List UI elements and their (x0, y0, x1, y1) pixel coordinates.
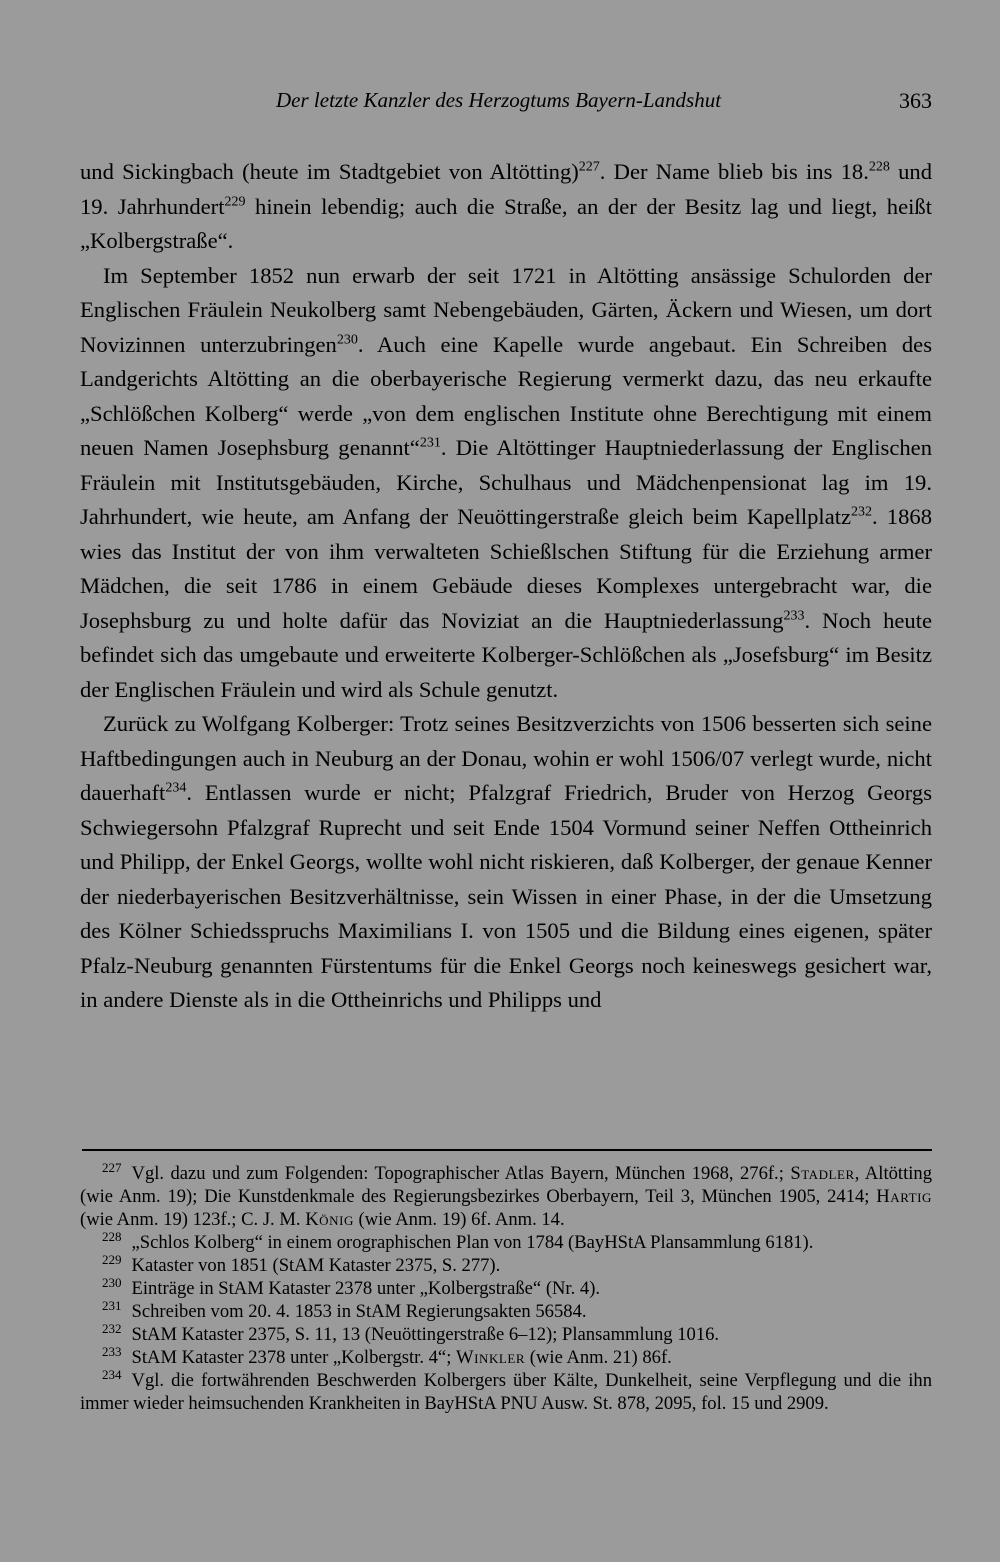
footnote-number: 233 (102, 1343, 122, 1359)
paragraph-1 (80, 155, 932, 259)
page-header (80, 84, 932, 118)
footnote-text: Vgl. die fortwährenden Beschwerden Kolbergers über Kälte, Dunkelheit, seine Verpflegung und die ihn immer wieder heimsuchenden Krankheiten in BayHStA PNU Ausw. St. 878, 2095, fol. 15 und 2909. (80, 1370, 932, 1414)
paragraph-3 (80, 707, 932, 1018)
footnote-number: 229 (102, 1251, 122, 1267)
footnote-text: Kataster von 1851 (StAM Kataster 2375, S. 277). (131, 1255, 501, 1276)
footnote-number: 234 (102, 1366, 122, 1382)
footnote-ref-229: 229 (224, 194, 246, 210)
footnote-228 (80, 1228, 932, 1254)
footnote-separator (82, 1149, 932, 1151)
footnote-text: StAM Kataster 2378 unter „Kolbergstr. 4“; (131, 1347, 457, 1368)
text-run: Zurück zu Wolfgang Kolberger: Trotz seines Besitzverzichts von 1506 besserten sich seine Haftbedingungen auch in Neuburg an der Donau, wohin er wohl 1506/07 verlegt wurde, nicht dauerhaft (80, 711, 932, 805)
author-name: König (305, 1209, 354, 1230)
text-run: und 19. Jahrhundert (80, 159, 932, 219)
footnote-ref-234: 234 (165, 780, 187, 796)
footnote-227 (80, 1159, 932, 1231)
main-text (80, 155, 932, 1018)
text-run: . 1868 wies das Institut der von ihm verwalteten Schießlschen Stiftung für die Erziehung armer Mädchen, die seit 1786 in einem Gebäude dieses Komplexes untergebracht war, die Josephsburg zu und holte dafür das Noviziat an die Hauptniederlassung (80, 504, 932, 633)
running-title: Der letzte Kanzler des Herzogtums Bayern-Landshut (276, 88, 722, 112)
text-run: . Entlassen wurde er nicht; Pfalzgraf Friedrich, Bruder von Herzog Georgs Schwiegersohn Pfalzgraf Ruprecht und seit Ende 1504 Vormund seiner Neffen Ottheinrich und Philipp, der Enkel Georgs, wollte wohl nicht riskieren, daß Kolberger, der genaue Kenner der niederbayerischen Besitzverhältnisse, sein Wissen in einer Phase, in der die Umsetzung des Kölner Schiedsspruchs Maximilians I. von 1505 und die Bildung eines eigenen, später Pfalz-Neuburg genannten Fürstentums für die Enkel Georgs noch keineswegs gesichert war, in andere Dienste als in die Ottheinrichs und Philipps und (80, 780, 932, 1012)
footnote-229 (80, 1251, 932, 1277)
footnote-text: (wie Anm. 21) 86f. (525, 1347, 672, 1368)
text-run: . Noch heute befindet sich das umgebaute und erweiterte Kolberger-Schlößchen als „Josefsburg“ im Besitz der Englischen Fräulein und wird als Schule genutzt. (80, 607, 932, 702)
footnote-number: 227 (102, 1159, 122, 1175)
footnote-text: „Schlos Kolberg“ in einem orographischen Plan von 1784 (BayHStA Plansammlung 6181). (131, 1232, 814, 1253)
author-name: Stadler (790, 1163, 855, 1184)
footnote-ref-230: 230 (336, 332, 358, 348)
footnote-232 (80, 1320, 932, 1346)
footnote-ref-231: 231 (419, 435, 441, 451)
paragraph-2 (80, 259, 932, 708)
footnote-text: , Altötting (wie Anm. 19); Die Kunstdenkmale des Regierungsbezirkes Oberbayern, Teil 3, München 1905, 2414; (80, 1163, 932, 1207)
footnote-text: (wie Anm. 19) 123f.; C. J. M. (80, 1209, 306, 1230)
footnote-number: 228 (102, 1228, 122, 1244)
text-run: . Der Name blieb bis ins 18. (599, 159, 869, 184)
footnote-ref-232: 232 (851, 504, 873, 520)
footnote-text: StAM Kataster 2375, S. 11, 13 (Neuöttingerstraße 6–12); Plansammlung 1016. (131, 1324, 720, 1345)
footnote-text: Vgl. dazu und zum Folgenden: Topographischer Atlas Bayern, München 1968, 276f.; (131, 1163, 791, 1184)
footnote-231 (80, 1297, 932, 1323)
text-run: . Auch eine Kapelle wurde angebaut. Ein Schreiben des Landgerichts Altötting an die oberbayerische Regierung vermerkt dazu, das neu erkaufte „Schlößchen Kolberg“ werde „von dem englischen Institute ohne Berechtigung mit einem neuen Namen Josephsburg genannt“ (80, 331, 933, 460)
footnote-ref-227: 227 (578, 159, 600, 175)
footnotes (80, 1159, 932, 1415)
footnote-230 (80, 1274, 932, 1300)
footnote-number: 232 (102, 1320, 122, 1336)
footnote-ref-228: 228 (868, 159, 890, 175)
text-run: Im September 1852 nun erwarb der seit 1721 in Altötting ansässige Schulorden der Englischen Fräulein Neukolberg samt Nebengebäuden, Gärten, Äckern und Wiesen, um dort Novizinnen unterzubringen (80, 262, 932, 357)
footnote-text: Einträge in StAM Kataster 2378 unter „Kolbergstraße“ (Nr. 4). (131, 1278, 601, 1299)
footnote-ref-233: 233 (783, 608, 805, 624)
footnote-number: 231 (102, 1297, 122, 1313)
footnote-234 (80, 1366, 932, 1415)
footnote-233 (80, 1343, 932, 1369)
text-run: hinein lebendig; auch die Straße, an der der Besitz lag und liegt, heißt „Kolbergstraße“. (80, 193, 932, 253)
text-run: und Sickingbach (heute im Stadtgebiet von Altötting) (80, 159, 579, 184)
author-name: Winkler (456, 1347, 526, 1368)
footnote-text: Schreiben vom 20. 4. 1853 in StAM Regierungsakten 56584. (131, 1301, 587, 1322)
footnote-text: (wie Anm. 19) 6f. Anm. 14. (353, 1209, 565, 1230)
author-name: Hartig (876, 1186, 932, 1207)
page-number: 363 (899, 88, 932, 113)
footnote-number: 230 (102, 1274, 122, 1290)
text-run: . Die Altöttinger Hauptniederlassung der Englischen Fräulein mit Institutsgebäuden, Kirche, Schulhaus und Mädchenpensionat lag im 19. Jahrhundert, wie heute, am Anfang der Neuöttingerstraße gleich beim Kapellplatz (80, 435, 932, 529)
